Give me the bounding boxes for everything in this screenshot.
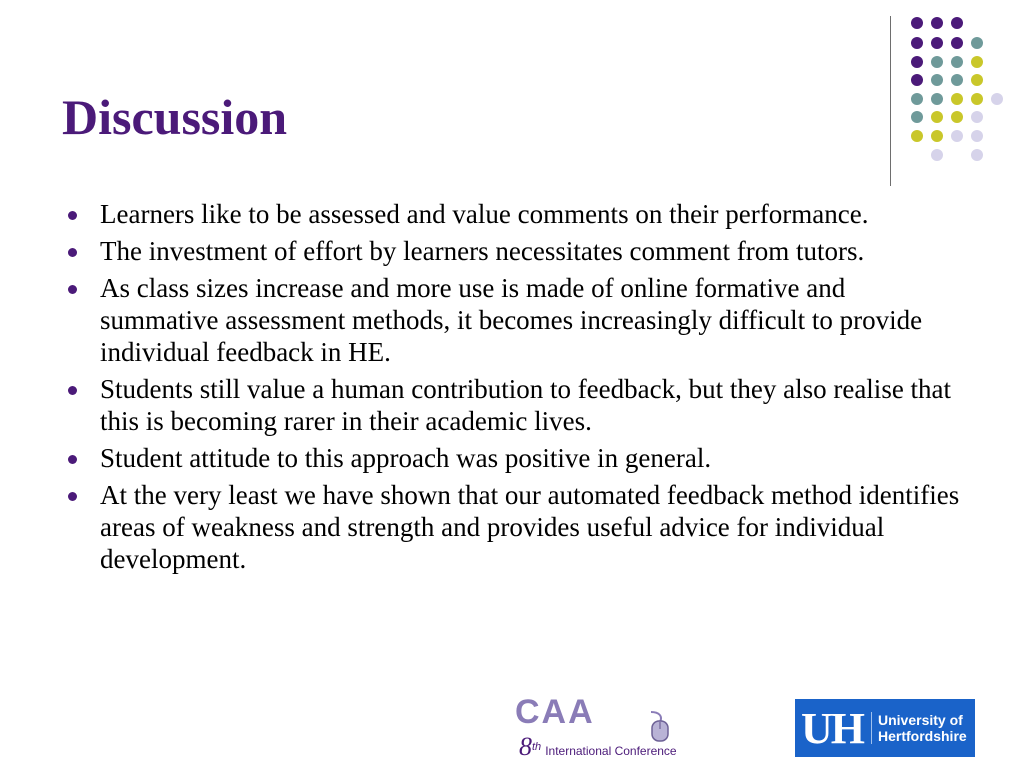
bullet-marker bbox=[68, 285, 77, 294]
uh-wordmark-line1: University of bbox=[878, 712, 963, 728]
university-of-hertfordshire-logo bbox=[795, 699, 975, 757]
dot bbox=[931, 149, 943, 161]
dot bbox=[911, 111, 923, 123]
caa-logo-name: CAA bbox=[515, 693, 595, 731]
dot bbox=[911, 37, 923, 49]
dot bbox=[931, 74, 943, 86]
bullet-item bbox=[70, 373, 970, 437]
bullet-text: At the very least we have shown that our automated feedback method identifies areas of weakness and strength and provides useful advice for individual development. bbox=[100, 480, 960, 574]
dot bbox=[911, 17, 923, 29]
dot bbox=[951, 130, 963, 142]
bullet-item bbox=[70, 442, 970, 474]
dot bbox=[911, 130, 923, 142]
bullet-marker bbox=[68, 248, 77, 257]
caa-logo-subtitle bbox=[519, 732, 677, 762]
bullet-item bbox=[70, 479, 970, 575]
dot bbox=[931, 93, 943, 105]
bullet-text: Students still value a human contribution to feedback, but they also realise that this is becoming rarer in their academic lives. bbox=[100, 374, 952, 436]
uh-wordmark bbox=[871, 712, 967, 744]
bullet-list bbox=[70, 198, 970, 580]
dot bbox=[971, 130, 983, 142]
bullet-marker bbox=[68, 492, 77, 501]
bullet-marker bbox=[68, 211, 77, 220]
bullet-text: Learners like to be assessed and value comments on their performance. bbox=[100, 199, 869, 229]
bullet-marker bbox=[68, 386, 77, 395]
bullet-text: Student attitude to this approach was positive in general. bbox=[100, 443, 712, 473]
slide-title: Discussion bbox=[62, 89, 288, 145]
dot bbox=[931, 56, 943, 68]
bullet-item bbox=[70, 272, 970, 368]
dot bbox=[971, 74, 983, 86]
caa-subtitle-text: International Conference bbox=[545, 744, 677, 758]
bullet-item bbox=[70, 198, 970, 230]
dot bbox=[971, 149, 983, 161]
dot bbox=[931, 130, 943, 142]
dot bbox=[951, 74, 963, 86]
dot bbox=[951, 93, 963, 105]
dot bbox=[971, 56, 983, 68]
caa-conference-logo bbox=[515, 694, 675, 762]
bullet-text: The investment of effort by learners necessitates comment from tutors. bbox=[100, 236, 865, 266]
dot bbox=[911, 93, 923, 105]
uh-wordmark-line2: Hertfordshire bbox=[878, 728, 967, 744]
dot bbox=[911, 74, 923, 86]
dot bbox=[951, 37, 963, 49]
dot bbox=[971, 93, 983, 105]
bullet-marker bbox=[68, 455, 77, 464]
uh-monogram: UH bbox=[801, 703, 863, 753]
dot bbox=[911, 56, 923, 68]
bullet-text: As class sizes increase and more use is made of online formative and summative assessment methods, it becomes increasingly difficult to provide individual feedback in HE. bbox=[100, 273, 923, 367]
caa-edition-suffix: th bbox=[532, 741, 542, 753]
caa-edition-number: 8 bbox=[519, 732, 532, 761]
dot bbox=[971, 111, 983, 123]
decorative-dot-grid bbox=[900, 12, 1010, 172]
dot bbox=[951, 56, 963, 68]
bullet-item bbox=[70, 235, 970, 267]
dot bbox=[931, 37, 943, 49]
dot bbox=[931, 111, 943, 123]
dot bbox=[951, 17, 963, 29]
dot bbox=[991, 93, 1003, 105]
dot bbox=[971, 37, 983, 49]
title-divider bbox=[890, 16, 891, 186]
dot bbox=[951, 111, 963, 123]
dot bbox=[931, 17, 943, 29]
